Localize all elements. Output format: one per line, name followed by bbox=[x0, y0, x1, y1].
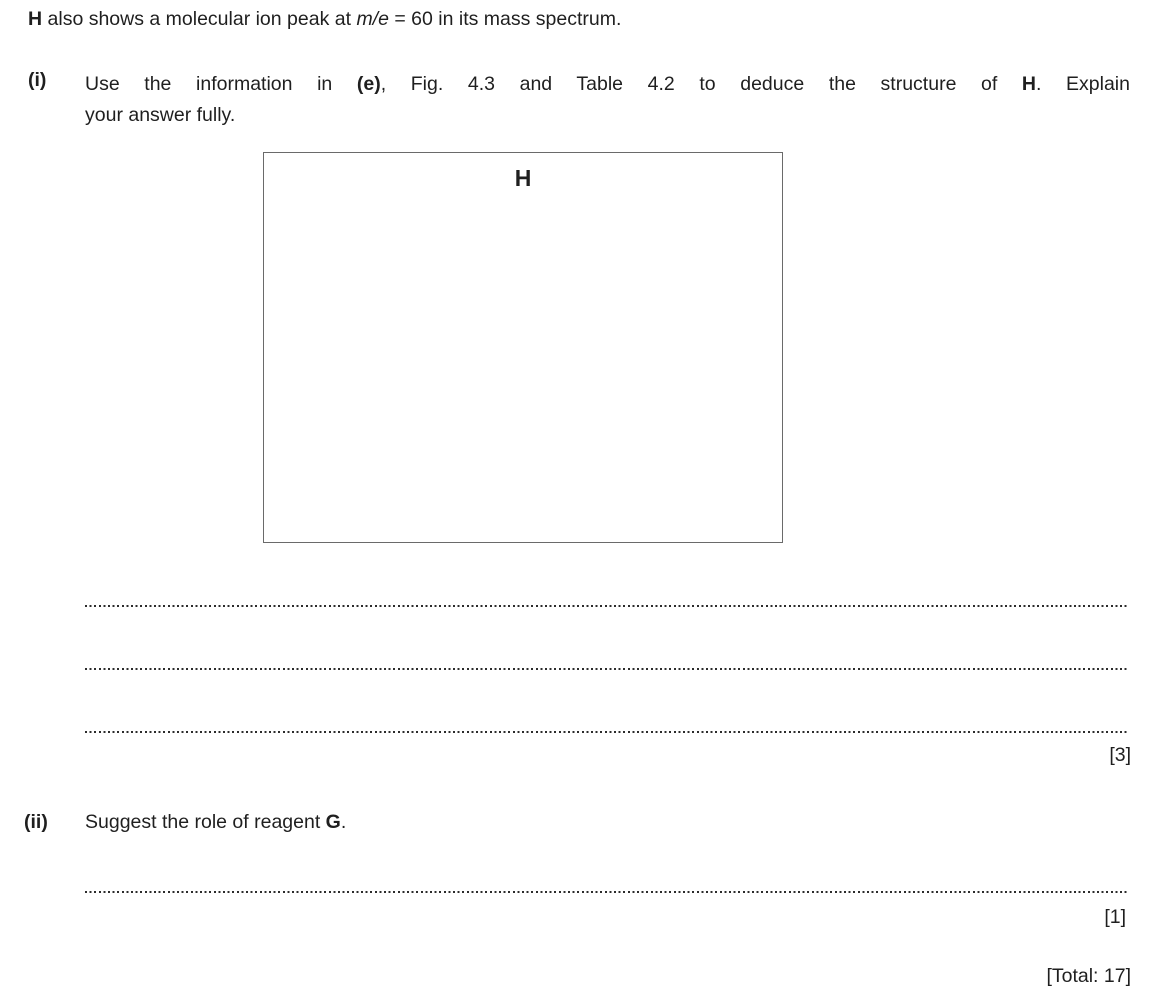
qi-seg4-bold: H bbox=[1021, 73, 1036, 95]
intro-sentence bbox=[28, 7, 621, 32]
qii-seg1: Suggest the role of reagent bbox=[85, 811, 326, 833]
qi-seg3: , Fig. 4.3 and Table 4.2 to deduce the structure of bbox=[380, 73, 1022, 95]
qii-seg3: . bbox=[340, 811, 347, 833]
qi-seg1: Use the information in bbox=[85, 73, 357, 95]
intro-text-end: = 60 in its mass spectrum. bbox=[388, 8, 622, 30]
question-i-text bbox=[85, 69, 1130, 131]
qii-seg2-bold: G bbox=[325, 811, 341, 833]
answer-line bbox=[85, 605, 1127, 607]
answer-line bbox=[85, 731, 1127, 733]
compound-h-bold: H bbox=[28, 8, 43, 30]
question-ii-label: (ii) bbox=[24, 811, 48, 833]
qi-seg5: . Explain bbox=[1036, 73, 1130, 95]
structure-answer-box bbox=[263, 152, 783, 543]
structure-box-label: H bbox=[514, 165, 532, 191]
intro-text-mid: also shows a molecular ion peak at bbox=[42, 8, 357, 30]
question-i-line1 bbox=[85, 69, 1130, 100]
question-ii-text bbox=[85, 811, 346, 834]
total-marks: [Total: 17] bbox=[1046, 965, 1131, 987]
question-i-label: (i) bbox=[28, 69, 47, 91]
answer-line bbox=[85, 891, 1127, 893]
marks-question-ii: [1] bbox=[1104, 906, 1126, 928]
m-over-e-italic: m/e bbox=[356, 8, 389, 30]
answer-line bbox=[85, 668, 1127, 670]
question-i-line2: your answer fully. bbox=[85, 104, 236, 126]
qi-seg2-bold: (e) bbox=[356, 73, 381, 95]
marks-question-i: [3] bbox=[1109, 744, 1131, 766]
